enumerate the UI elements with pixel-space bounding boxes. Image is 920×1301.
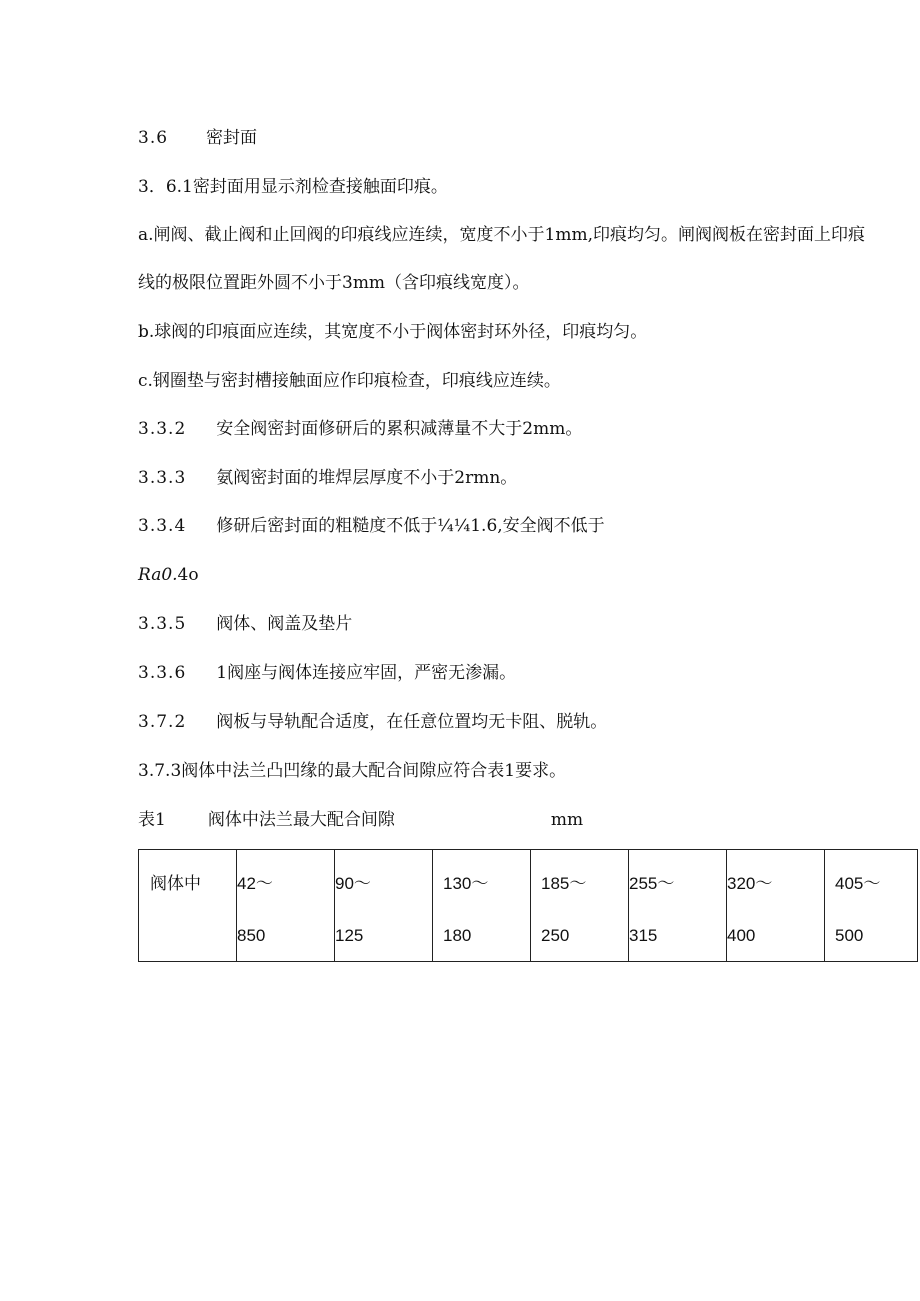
table-unit: mm	[550, 810, 584, 830]
range-start: 130～	[443, 874, 489, 893]
section-text: 阀板与导轨配合适度，在任意位置均无卡阻、脱轨。	[216, 712, 608, 732]
section-number: 3.3.3	[138, 468, 187, 488]
table-cell	[629, 850, 727, 962]
section-3-7-2	[138, 711, 607, 733]
clearance-table	[138, 849, 918, 962]
range-end: 180	[443, 926, 472, 945]
table-cell	[825, 850, 918, 962]
section-3-3-2	[138, 418, 582, 440]
range-end: 400	[727, 926, 756, 945]
section-text: 1阀座与阀体连接应牢固，严密无渗漏。	[216, 663, 517, 683]
item-a-line-1: a.闸阀、截止阀和止回阀的印痕线应连续，宽度不小于1mm,印痕均匀。闸阀阀板在密封面上印痕	[138, 225, 865, 245]
range-end: 850	[237, 926, 266, 945]
range-start: 42～	[237, 874, 273, 893]
range-end: 500	[835, 926, 864, 945]
table-row	[139, 850, 918, 962]
section-3-6-1: 3．6.1密封面用显示剂检查接触面印痕。	[138, 177, 448, 197]
section-text: 阀体、阀盖及垫片	[216, 614, 353, 634]
section-3-3-3	[138, 467, 517, 489]
section-number: 3.6	[138, 128, 169, 148]
range-start: 90～	[335, 874, 371, 893]
section-number: 3.3.2	[138, 419, 187, 439]
table-cell	[237, 850, 335, 962]
section-text: 安全阀密封面修研后的累积减薄量不大于2mm。	[216, 419, 583, 439]
section-3-7-3: 3.7.3阀体中法兰凸凹缘的最大配合间隙应符合表1要求。	[138, 761, 567, 781]
roughness-value	[138, 564, 199, 586]
range-start: 405～	[835, 874, 881, 893]
section-number: 3.3.6	[138, 663, 187, 683]
table-cell	[335, 850, 433, 962]
header-label: 阀体中	[150, 874, 201, 894]
range-end: 125	[335, 926, 364, 945]
range-end: 315	[629, 926, 658, 945]
section-number: 3.7.2	[138, 712, 187, 732]
section-3-3-4	[138, 515, 605, 537]
section-3-3-5	[138, 613, 352, 635]
range-start: 320～	[727, 874, 773, 893]
ra-value: 4o	[177, 565, 199, 585]
section-3-6-heading	[138, 127, 257, 149]
table-header-cell	[139, 850, 237, 962]
table-cell	[433, 850, 531, 962]
ra-symbol: Ra0.	[138, 565, 178, 585]
table-caption	[138, 809, 583, 831]
section-number: 3.3.4	[138, 516, 187, 536]
table-cell	[727, 850, 825, 962]
range-end: 250	[541, 926, 570, 945]
table-label: 表1	[138, 810, 166, 830]
section-text: 修研后密封面的粗糙度不低于¼¼1.6,安全阀不低于	[216, 516, 605, 536]
table-title: 阀体中法兰最大配合间隙	[207, 810, 395, 830]
section-title: 密封面	[206, 128, 258, 148]
section-3-3-6	[138, 662, 516, 684]
item-a-line-2: 线的极限位置距外圆不小于3mm（含印痕线宽度）。	[138, 273, 530, 293]
section-number: 3.3.5	[138, 614, 187, 634]
item-b: b.球阀的印痕面应连续，其宽度不小于阀体密封环外径，印痕均匀。	[138, 322, 648, 342]
item-c: c.钢圈垫与密封槽接触面应作印痕检查，印痕线应连续。	[138, 371, 561, 391]
range-start: 185～	[541, 874, 587, 893]
table-cell	[531, 850, 629, 962]
section-text: 氨阀密封面的堆焊层厚度不小于2rmn。	[216, 468, 518, 488]
range-start: 255～	[629, 874, 675, 893]
